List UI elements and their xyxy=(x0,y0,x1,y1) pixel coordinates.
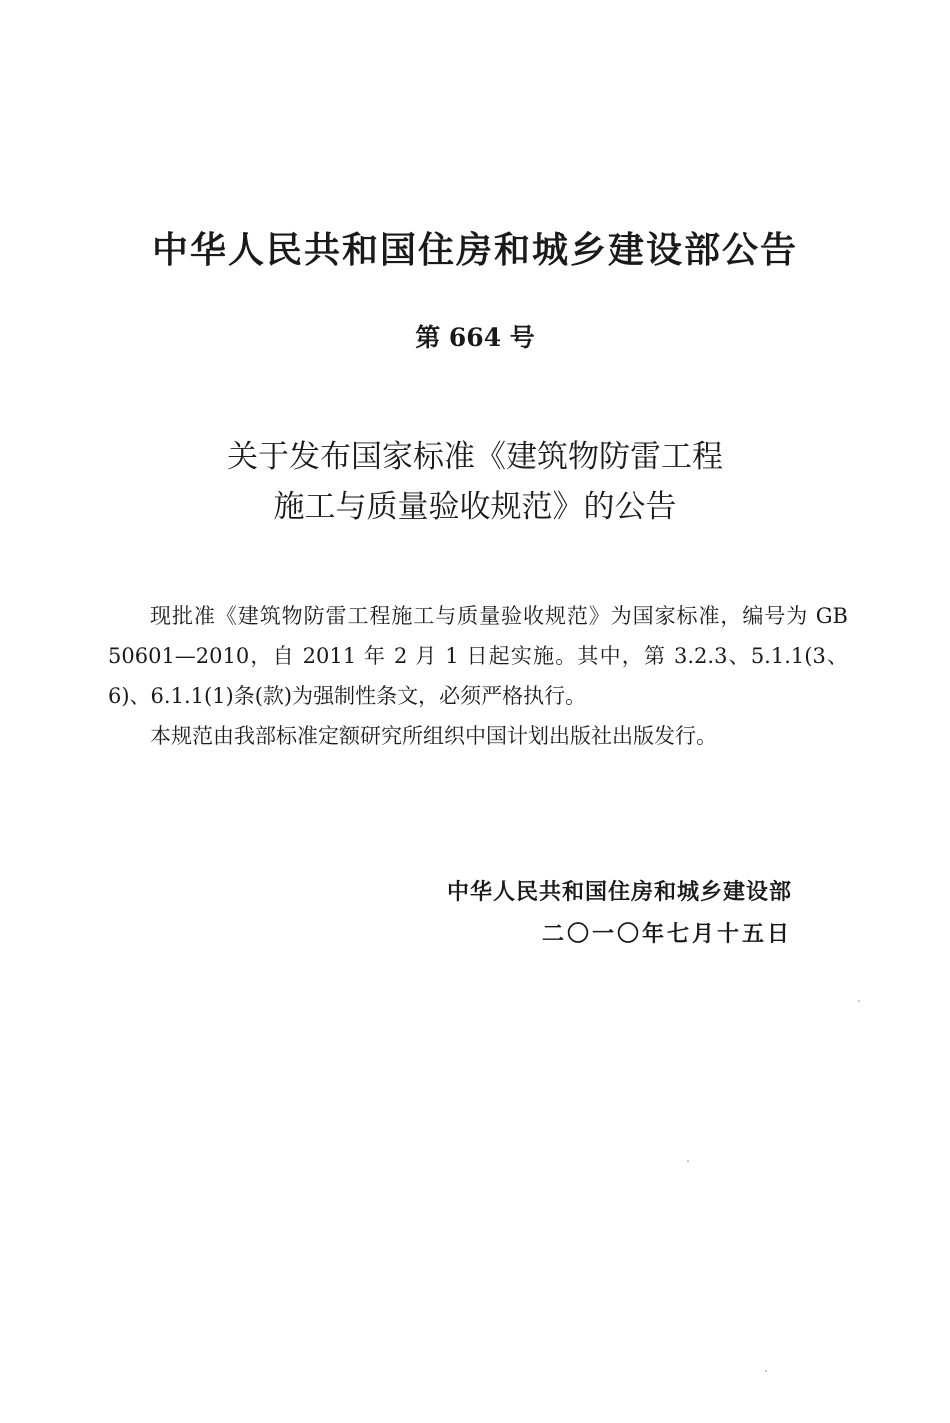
notice-subject-line-2: 施工与质量验收规范》的公告 xyxy=(273,489,677,525)
notice-body xyxy=(108,596,848,756)
notice-subject xyxy=(0,432,950,532)
body-paragraph-2: 本规范由我部标准定额研究所组织中国计划出版社出版发行。 xyxy=(150,724,717,748)
scan-speck xyxy=(765,1370,767,1372)
scan-speck xyxy=(858,1000,860,1002)
signature-block xyxy=(372,872,792,956)
ministry-title: 中华人民共和国住房和城乡建设部公告 xyxy=(151,230,798,271)
notice-number: 第 664 号 xyxy=(415,323,535,352)
notice-subject-line-1: 关于发布国家标准《建筑物防雷工程 xyxy=(227,439,723,475)
body-paragraph-1: 现批准《建筑物防雷工程施工与质量验收规范》为国家标准，编号为 GB 50601—2010，自 2011 年 2 月 1 日起实施。其中，第 3.2.3、5.1.1(3、6)、6.1.1(1)条(款)为强制性条文，必须严格执行。 xyxy=(108,604,848,708)
issuing-organization: 中华人民共和国住房和城乡建设部 xyxy=(446,880,792,905)
scan-speck xyxy=(687,1160,689,1162)
issue-date: 二〇一〇年七月十五日 xyxy=(541,922,792,947)
